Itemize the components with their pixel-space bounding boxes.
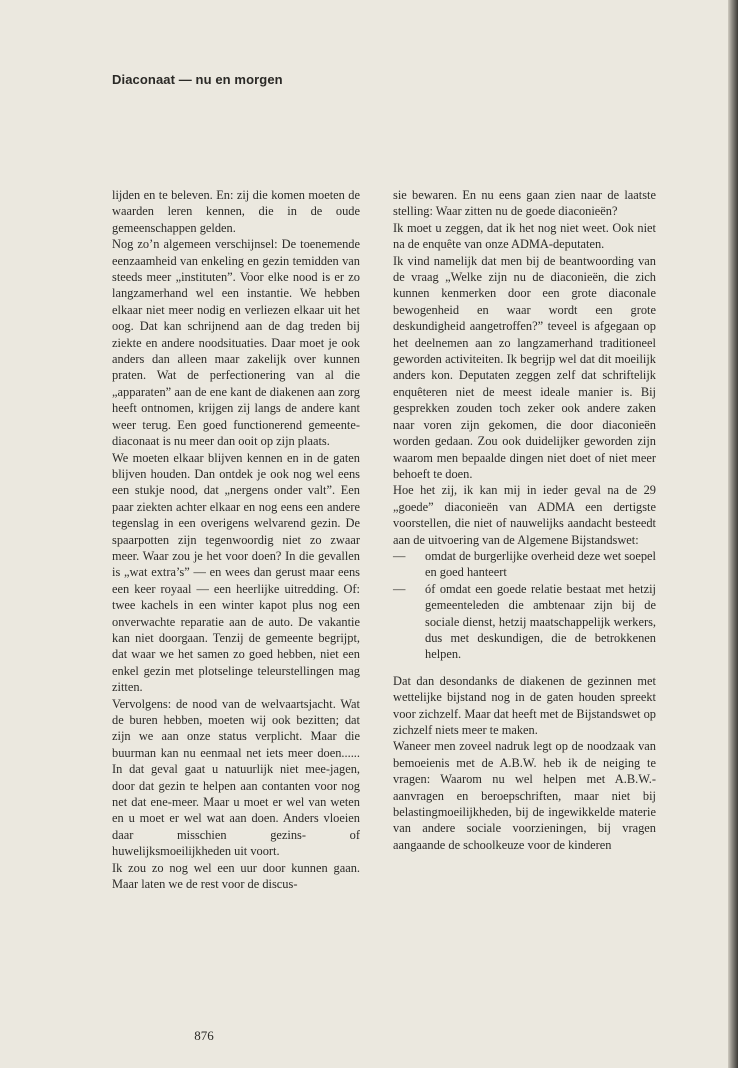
paragraph: Ik moet u zeggen, dat ik het nog niet weet. Ook niet na de enquête van onze ADMA-deputaten.: [393, 220, 656, 252]
dash-list: [393, 548, 656, 663]
paragraph: Waneer men zoveel nadruk legt op de noodzaak van bemoeienis met de A.B.W. heb ik de neiging te vragen: Waarom nu wel helpen met A.B.W.-aanvragen en beroepschriften, maar niet bij belastingmoeilijkheden, bij de ingewikkelde materie van andere sociale voorzieningen, bij vragen aangaande de schoolkeuze voor de kinderen: [393, 739, 656, 852]
list-item: — óf omdat een goede relatie bestaat met hetzij gemeenteleden die ambtenaar zijn bij de sociale dienst, hetzij maatschappelijk werkers, dus met deskundigen, die de betrokkenen helpen.: [393, 581, 656, 663]
right-column: [393, 187, 656, 853]
paragraph: Dat dan desondanks de diakenen de gezinnen met wettelijke bijstand nog in de gaten houden spreekt voor zichzelf. Maar dat heeft met de Bijstandswet op zichzelf niets meer te maken.: [393, 673, 656, 737]
paragraph: sie bewaren. En nu eens gaan zien naar de laatste stelling: Waar zitten nu de goede diaconieën?: [393, 188, 656, 219]
paragraph: Ik zou zo nog wel een uur door kunnen gaan. Maar laten we de rest voor de discus-: [112, 860, 360, 892]
paragraph: Ik vind namelijk dat men bij de beantwoording van de vraag „Welke zijn nu de diaconieën, die zich kunnen kenmerken door een grote diaconale bewogenheid en waar wordt een grote deskundigheid aangetroffen?” teveel is afgegaan op het deelnemen aan zo langzamerhand traditioneel geworden activiteiten. Ik begrijp wel dat dit moeilijk anders kon. Deputaten zeggen zelf dat schriftelijk enquêteren niet de meest ideale manier is. Bij gesprekken zouden toch zeker ook andere zaken naar voren zijn gekomen, die door diaconieën worden gedaan. Zou ook duidelijker geworden zijn waarom men bepaalde dingen niet doet of niet meer behoeft te doen.: [393, 253, 656, 481]
page-edge-shadow: [728, 0, 738, 1068]
paragraph: Vervolgens: de nood van de welvaartsjacht. Wat de buren hebben, moeten wij ook bezitten; dat zijn we aan onze status verplicht. Maar die buurman kan nu eenmaal net iets meer doen...... In dat geval gaat u natuurlijk niet mee-jagen, door dat gezin te helpen aan contanten voor nog net dat ene-meer. Maar u moet er wel van weten en u moet er wel wat aan doen. Anders vloeien daar misschien gezins- of huwelijksmoeilijkheden uit voort.: [112, 696, 360, 859]
list-item: — omdat de burgerlijke overheid deze wet soepel en goed hanteert: [393, 548, 656, 581]
paragraph: Hoe het zij, ik kan mij in ieder geval na de 29 „goede” diaconieën van ADMA een dertigste voorstellen, die niet of nauwelijks aandacht besteedt aan de uitvoering van de Algemene Bijstandswet:: [393, 483, 656, 547]
paragraph: lijden en te beleven. En: zij die komen moeten de waarden leren kennen, die in de oude gemeenschappen gelden.: [112, 188, 360, 235]
running-head: Diaconaat — nu en morgen: [112, 72, 283, 87]
paragraph: Nog zo’n algemeen verschijnsel: De toenemende eenzaamheid van enkeling en gezin temidden van steeds meer „instituten”. Voor elke nood is er zo langzamerhand wel een instantie. We hebben elkaar niet meer nodig en verliezen elkaar uit het oog. Dat kan schrijnend aan de dag treden bij ziekte en andere noodsituaties. Daar moet je ook anders dan alleen maar zakelijk over kunnen praten. Wat de perfectionering van al die „apparaten” aan de ene kant de diakenen aan zorg heeft ontnomen, krijgen zij langs de andere kant weer terug. Een goed functionerend gemeente-diaconaat is nu meer dan ooit op zijn plaats.: [112, 237, 360, 449]
left-column: [112, 187, 360, 892]
paragraph: We moeten elkaar blijven kennen en in de gaten blijven houden. Dan ontdek je ook nog wel eens een stukje nood, dat „nergens onder valt”. Een paar ziekten achter elkaar en nog eens een andere tegenslag in een overigens welvarend gezin. De spaarpotten zijn tegenwoordig niet zo zwaar meer. Waar zou je het voor doen? In die gevallen is „wat extra’s” — en wees dan gerust maar eens een keer royaal — een heerlijke uitredding. Of: twee kachels in een winter kapot plus nog een onverwachte reparatie aan de auto. De vakantie kan niet doorgaan. Tenzij de gemeente begrijpt, dat waar we het samen zo goed hebben, niet een enkel gezin met plotselinge teleurstellingen mag zitten.: [112, 450, 360, 695]
page-number: 876: [194, 1028, 214, 1043]
